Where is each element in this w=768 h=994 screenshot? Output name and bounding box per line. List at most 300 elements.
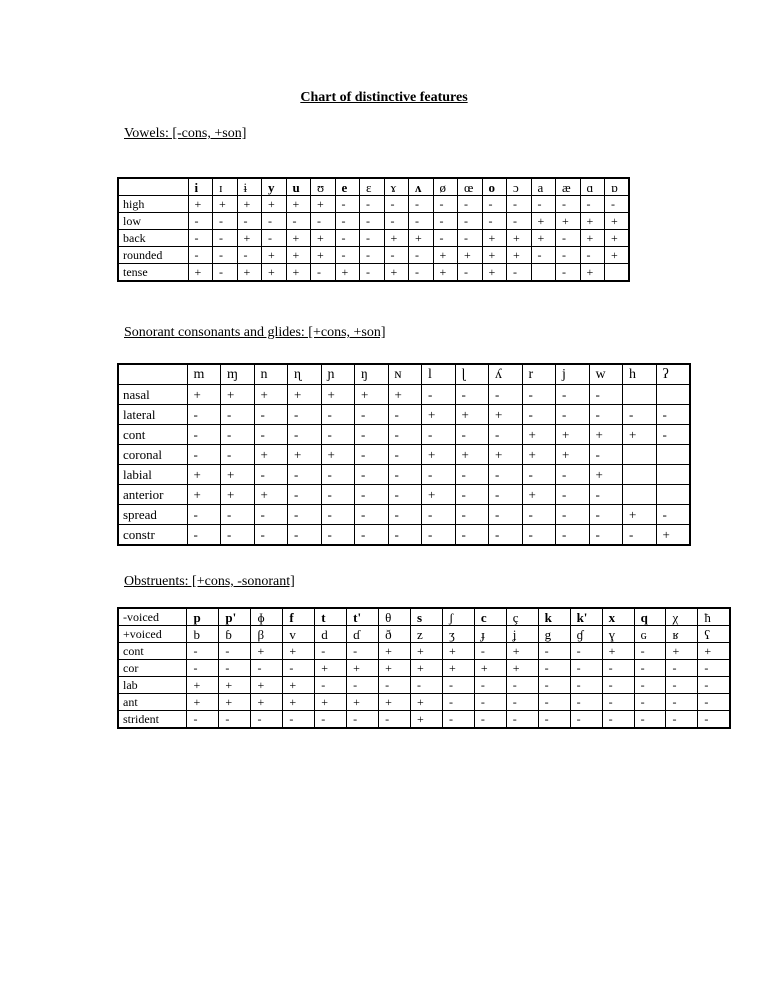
feature-value-cell: + xyxy=(321,385,355,405)
feature-label-cell: lateral xyxy=(118,405,187,425)
segment-header-cell: ɓ xyxy=(219,626,251,643)
segment-header-cell: ɸ xyxy=(251,608,283,626)
feature-value-cell: + xyxy=(422,485,456,505)
segment-header-cell: ɠ xyxy=(570,626,602,643)
feature-label-cell: rounded xyxy=(118,247,188,264)
feature-value-cell: - xyxy=(522,505,556,525)
segment-header-cell: ʝ xyxy=(506,626,538,643)
feature-value-cell: - xyxy=(384,247,409,264)
feature-value-cell: - xyxy=(347,711,379,729)
feature-value-cell: - xyxy=(474,711,506,729)
feature-value-cell: - xyxy=(698,711,730,729)
feature-value-cell: - xyxy=(570,711,602,729)
feature-value-cell: - xyxy=(347,643,379,660)
segment-header-cell: ɑ xyxy=(580,178,605,196)
feature-value-cell: - xyxy=(602,694,634,711)
feature-value-cell: - xyxy=(538,694,570,711)
feature-value-cell: - xyxy=(384,213,409,230)
feature-value-cell: + xyxy=(187,465,221,485)
feature-value-cell: - xyxy=(388,485,422,505)
feature-value-cell: + xyxy=(187,694,219,711)
feature-value-cell: + xyxy=(187,385,221,405)
header-row xyxy=(118,608,730,626)
segment-header-cell: ð xyxy=(379,626,411,643)
feature-value-cell: + xyxy=(347,694,379,711)
feature-value-cell: + xyxy=(251,677,283,694)
segment-header-cell: β xyxy=(251,626,283,643)
feature-value-cell: - xyxy=(251,711,283,729)
segment-header-cell: ɢ xyxy=(634,626,666,643)
feature-value-cell: - xyxy=(315,711,347,729)
segment-header-cell: ɣ xyxy=(602,626,634,643)
feature-value-cell: - xyxy=(556,405,590,425)
feature-value-cell: - xyxy=(360,247,385,264)
feature-value-cell: + xyxy=(442,643,474,660)
feature-value-cell: + xyxy=(482,230,507,247)
segment-header-cell: x xyxy=(602,608,634,626)
feature-value-cell: - xyxy=(623,405,657,425)
feature-value-cell: - xyxy=(187,445,221,465)
feature-value-cell: - xyxy=(219,660,251,677)
feature-value-cell: - xyxy=(556,505,590,525)
feature-value-cell: + xyxy=(489,445,523,465)
segment-header-cell: z xyxy=(411,626,443,643)
segment-header-cell: p xyxy=(187,608,219,626)
feature-value-cell: + xyxy=(187,485,221,505)
feature-label-cell: cont xyxy=(118,425,187,445)
feature-row xyxy=(118,643,730,660)
feature-value-cell: - xyxy=(188,213,213,230)
feature-value-cell: - xyxy=(556,525,590,546)
segment-header-cell: ʎ xyxy=(489,364,523,385)
feature-value-cell: + xyxy=(187,677,219,694)
header-label-cell: -voiced xyxy=(118,608,187,626)
feature-value-cell: - xyxy=(455,505,489,525)
feature-value-cell: - xyxy=(360,230,385,247)
feature-value-cell: + xyxy=(605,213,630,230)
feature-value-cell: - xyxy=(474,677,506,694)
segment-header-cell: g xyxy=(538,626,570,643)
feature-value-cell: - xyxy=(355,505,389,525)
feature-value-cell: - xyxy=(538,660,570,677)
segment-header-cell: v xyxy=(283,626,315,643)
feature-value-cell: - xyxy=(589,385,623,405)
segment-header-cell: h xyxy=(623,364,657,385)
segment-header-cell: ɔ xyxy=(507,178,532,196)
feature-value-cell: + xyxy=(283,643,315,660)
feature-value-cell: - xyxy=(335,247,360,264)
feature-value-cell: + xyxy=(455,405,489,425)
feature-value-cell: - xyxy=(221,505,255,525)
feature-value-cell: - xyxy=(355,425,389,445)
segment-header-cell: œ xyxy=(458,178,483,196)
feature-value-cell: - xyxy=(589,405,623,425)
feature-value-cell: + xyxy=(288,385,322,405)
feature-value-cell: + xyxy=(474,660,506,677)
feature-value-cell: - xyxy=(288,505,322,525)
feature-value-cell: + xyxy=(254,385,288,405)
feature-value-cell: - xyxy=(288,525,322,546)
feature-value-cell: - xyxy=(388,505,422,525)
feature-value-cell: + xyxy=(335,264,360,282)
feature-value-cell: - xyxy=(388,525,422,546)
segment-header-cell: p' xyxy=(219,608,251,626)
feature-value-cell: + xyxy=(589,425,623,445)
feature-value-cell: - xyxy=(602,660,634,677)
feature-value-cell: - xyxy=(489,525,523,546)
feature-value-cell: - xyxy=(433,196,458,213)
feature-value-cell: - xyxy=(409,196,434,213)
feature-value-cell: + xyxy=(388,385,422,405)
feature-value-cell: + xyxy=(698,643,730,660)
feature-value-cell: - xyxy=(482,196,507,213)
segment-header-cell: y xyxy=(262,178,287,196)
feature-value-cell: - xyxy=(666,660,698,677)
feature-value-cell: + xyxy=(458,247,483,264)
segment-header-cell: a xyxy=(531,178,556,196)
segment-header-cell: ɟ xyxy=(474,626,506,643)
segment-header-cell: ø xyxy=(433,178,458,196)
feature-value-cell: + xyxy=(580,230,605,247)
feature-label-cell: labial xyxy=(118,465,187,485)
feature-value-cell: + xyxy=(522,445,556,465)
feature-value-cell: - xyxy=(213,264,238,282)
feature-value-cell: - xyxy=(321,485,355,505)
feature-value-cell: - xyxy=(433,213,458,230)
segment-header-cell: æ xyxy=(556,178,581,196)
feature-label-cell: cont xyxy=(118,643,187,660)
segment-header-cell: ʊ xyxy=(311,178,336,196)
feature-value-cell: - xyxy=(522,385,556,405)
header-label-cell: +voiced xyxy=(118,626,187,643)
segment-header-cell: ħ xyxy=(698,608,730,626)
feature-value-cell: - xyxy=(556,230,581,247)
feature-value-cell: + xyxy=(433,264,458,282)
feature-row xyxy=(118,694,730,711)
feature-value-cell: - xyxy=(187,643,219,660)
feature-value-cell: + xyxy=(286,264,311,282)
feature-value-cell: + xyxy=(286,247,311,264)
feature-value-cell: - xyxy=(188,247,213,264)
feature-value-cell: - xyxy=(474,643,506,660)
feature-value-cell: - xyxy=(315,677,347,694)
feature-value-cell: - xyxy=(409,247,434,264)
feature-value-cell: + xyxy=(455,445,489,465)
feature-value-cell: + xyxy=(656,525,690,546)
feature-label-cell: high xyxy=(118,196,188,213)
feature-value-cell: + xyxy=(580,213,605,230)
feature-label-cell: low xyxy=(118,213,188,230)
feature-value-cell: + xyxy=(605,247,630,264)
feature-value-cell: + xyxy=(556,213,581,230)
feature-value-cell: - xyxy=(433,230,458,247)
feature-value-cell: - xyxy=(458,196,483,213)
feature-value-cell: - xyxy=(321,525,355,546)
segment-header-cell: ʒ xyxy=(442,626,474,643)
feature-value-cell: + xyxy=(251,643,283,660)
feature-value-cell: - xyxy=(254,465,288,485)
feature-value-cell: - xyxy=(489,485,523,505)
feature-value-cell: - xyxy=(489,425,523,445)
header-row xyxy=(118,626,730,643)
segment-header-cell: ʌ xyxy=(409,178,434,196)
feature-value-cell: + xyxy=(482,247,507,264)
feature-value-cell: + xyxy=(283,677,315,694)
feature-value-cell: + xyxy=(379,660,411,677)
feature-value-cell: + xyxy=(556,425,590,445)
feature-value-cell: - xyxy=(221,445,255,465)
feature-value-cell: + xyxy=(286,230,311,247)
feature-value-cell: - xyxy=(422,425,456,445)
feature-value-cell: + xyxy=(506,643,538,660)
feature-value-cell: + xyxy=(251,694,283,711)
segment-header-cell: ŋ xyxy=(355,364,389,385)
feature-value-cell: - xyxy=(219,643,251,660)
segment-header-cell: ɪ xyxy=(213,178,238,196)
feature-value-cell: + xyxy=(213,196,238,213)
feature-value-cell: - xyxy=(556,485,590,505)
segment-header-cell: ʁ xyxy=(666,626,698,643)
feature-value-cell: - xyxy=(506,694,538,711)
feature-value-cell: + xyxy=(623,425,657,445)
segment-header-cell: θ xyxy=(379,608,411,626)
feature-value-cell: + xyxy=(283,694,315,711)
feature-value-cell: + xyxy=(219,677,251,694)
feature-value-cell: + xyxy=(254,445,288,465)
feature-value-cell: - xyxy=(489,465,523,485)
feature-value-cell: - xyxy=(507,264,532,282)
feature-value-cell: + xyxy=(221,485,255,505)
feature-value-cell: - xyxy=(221,525,255,546)
segment-header-cell: ɒ xyxy=(605,178,630,196)
feature-value-cell: + xyxy=(507,247,532,264)
feature-value-cell: - xyxy=(355,445,389,465)
feature-value-cell: - xyxy=(489,505,523,525)
feature-value-cell: + xyxy=(589,465,623,485)
feature-value-cell: - xyxy=(422,505,456,525)
feature-value-cell: - xyxy=(188,230,213,247)
page-title: Chart of distinctive features xyxy=(300,90,468,105)
feature-value-cell: - xyxy=(589,505,623,525)
segment-header-cell: j xyxy=(556,364,590,385)
feature-value-cell: - xyxy=(355,465,389,485)
feature-value-cell: - xyxy=(360,213,385,230)
feature-value-cell: - xyxy=(474,694,506,711)
feature-value-cell: - xyxy=(531,247,556,264)
feature-value-cell: - xyxy=(335,196,360,213)
segment-header-cell: ɴ xyxy=(388,364,422,385)
feature-value-cell: - xyxy=(311,264,336,282)
feature-value-cell: - xyxy=(288,465,322,485)
feature-value-cell: - xyxy=(634,660,666,677)
feature-value-cell: - xyxy=(634,643,666,660)
feature-value-cell: - xyxy=(589,445,623,465)
feature-value-cell: - xyxy=(254,405,288,425)
feature-value-cell: + xyxy=(188,264,213,282)
segment-header-cell: u xyxy=(286,178,311,196)
segment-header-cell: ɨ xyxy=(237,178,262,196)
feature-value-cell: - xyxy=(458,264,483,282)
feature-value-cell: + xyxy=(311,230,336,247)
segment-header-cell: ɗ xyxy=(347,626,379,643)
segment-header-cell: ɲ xyxy=(321,364,355,385)
feature-value-cell: + xyxy=(507,230,532,247)
feature-value-cell: + xyxy=(379,694,411,711)
feature-value-cell: - xyxy=(251,660,283,677)
segment-header-cell: s xyxy=(411,608,443,626)
feature-value-cell: + xyxy=(237,230,262,247)
feature-value-cell: - xyxy=(288,425,322,445)
segment-header-cell: b xyxy=(187,626,219,643)
feature-value-cell: - xyxy=(237,213,262,230)
feature-value-cell: - xyxy=(315,643,347,660)
feature-value-cell: + xyxy=(355,385,389,405)
feature-value-cell: - xyxy=(580,196,605,213)
feature-value-cell: + xyxy=(422,405,456,425)
feature-value-cell: - xyxy=(411,677,443,694)
feature-value-cell: - xyxy=(656,425,690,445)
feature-value-cell: - xyxy=(656,405,690,425)
feature-value-cell: - xyxy=(422,385,456,405)
feature-label-cell: anterior xyxy=(118,485,187,505)
feature-value-cell: + xyxy=(262,247,287,264)
feature-value-cell: - xyxy=(379,677,411,694)
feature-row xyxy=(118,711,730,729)
feature-value-cell: + xyxy=(219,694,251,711)
feature-value-cell: - xyxy=(666,711,698,729)
segment-header-cell: l xyxy=(422,364,456,385)
segment-header-cell: e xyxy=(335,178,360,196)
feature-value-cell: - xyxy=(254,525,288,546)
feature-row xyxy=(118,677,730,694)
feature-value-cell: + xyxy=(315,660,347,677)
feature-value-cell: - xyxy=(335,230,360,247)
feature-value-cell: - xyxy=(455,385,489,405)
feature-value-cell: + xyxy=(254,485,288,505)
feature-value-cell: - xyxy=(458,213,483,230)
feature-value-cell: + xyxy=(347,660,379,677)
feature-value-cell: + xyxy=(411,643,443,660)
feature-value-cell: - xyxy=(442,694,474,711)
feature-value-cell: - xyxy=(355,485,389,505)
feature-label-cell: coronal xyxy=(118,445,187,465)
feature-value-cell: - xyxy=(321,425,355,445)
feature-label-cell: spread xyxy=(118,505,187,525)
feature-value-cell: + xyxy=(221,385,255,405)
feature-value-cell: - xyxy=(221,425,255,445)
feature-label-cell: back xyxy=(118,230,188,247)
feature-value-cell: - xyxy=(379,711,411,729)
feature-value-cell: - xyxy=(360,264,385,282)
feature-value-cell: - xyxy=(605,196,630,213)
obstruents-heading: Obstruents: [+cons, -sonorant] xyxy=(124,574,295,589)
segment-header-cell: q xyxy=(634,608,666,626)
feature-value-cell: + xyxy=(237,264,262,282)
feature-value-cell: - xyxy=(254,425,288,445)
segment-header-cell: ç xyxy=(506,608,538,626)
feature-value-cell: - xyxy=(522,465,556,485)
feature-value-cell: - xyxy=(455,485,489,505)
feature-value-cell: - xyxy=(409,213,434,230)
segment-header-cell: ʃ xyxy=(442,608,474,626)
feature-value-cell: - xyxy=(283,660,315,677)
segment-header-cell: ɤ xyxy=(384,178,409,196)
feature-value-cell: + xyxy=(482,264,507,282)
feature-value-cell: + xyxy=(489,405,523,425)
feature-value-cell: - xyxy=(360,196,385,213)
feature-value-cell: + xyxy=(286,196,311,213)
feature-value-cell: - xyxy=(556,196,581,213)
feature-value-cell: + xyxy=(411,711,443,729)
feature-value-cell: - xyxy=(489,385,523,405)
feature-value-cell: - xyxy=(355,405,389,425)
feature-value-cell: - xyxy=(538,643,570,660)
feature-value-cell: - xyxy=(522,405,556,425)
obstruents-table xyxy=(117,607,731,729)
feature-value-cell: - xyxy=(666,677,698,694)
feature-value-cell: + xyxy=(580,264,605,282)
segment-header-cell: ɛ xyxy=(360,178,385,196)
feature-value-cell: - xyxy=(262,230,287,247)
feature-value-cell: - xyxy=(221,405,255,425)
feature-label-cell: constr xyxy=(118,525,187,546)
feature-value-cell: - xyxy=(589,525,623,546)
feature-value-cell: - xyxy=(556,465,590,485)
feature-value-cell: - xyxy=(602,677,634,694)
feature-value-cell: + xyxy=(288,445,322,465)
feature-value-cell: - xyxy=(634,711,666,729)
feature-value-cell: + xyxy=(506,660,538,677)
segment-header-cell: m xyxy=(187,364,221,385)
feature-value-cell: + xyxy=(262,196,287,213)
feature-value-cell: - xyxy=(506,711,538,729)
feature-value-cell: + xyxy=(531,213,556,230)
feature-value-cell: + xyxy=(311,247,336,264)
feature-value-cell: + xyxy=(522,485,556,505)
feature-label-cell: ant xyxy=(118,694,187,711)
feature-value-cell: - xyxy=(455,425,489,445)
feature-value-cell: - xyxy=(666,694,698,711)
segment-header-cell: r xyxy=(522,364,556,385)
feature-value-cell: - xyxy=(286,213,311,230)
feature-value-cell: - xyxy=(388,445,422,465)
feature-value-cell: - xyxy=(442,711,474,729)
segment-header-cell: t' xyxy=(347,608,379,626)
feature-value-cell: - xyxy=(698,660,730,677)
feature-value-cell: - xyxy=(580,247,605,264)
segment-header-cell: ɳ xyxy=(288,364,322,385)
feature-value-cell: - xyxy=(623,525,657,546)
feature-value-cell: - xyxy=(384,196,409,213)
feature-value-cell: - xyxy=(698,677,730,694)
feature-value-cell: + xyxy=(237,196,262,213)
feature-value-cell: - xyxy=(388,425,422,445)
vowels-heading: Vowels: [-cons, +son] xyxy=(124,126,247,141)
feature-value-cell: + xyxy=(409,230,434,247)
feature-value-cell: - xyxy=(656,505,690,525)
feature-value-cell: - xyxy=(506,677,538,694)
feature-value-cell: - xyxy=(187,525,221,546)
feature-value-cell: - xyxy=(321,405,355,425)
feature-value-cell: + xyxy=(522,425,556,445)
feature-value-cell: + xyxy=(433,247,458,264)
feature-value-cell: - xyxy=(570,643,602,660)
feature-value-cell: - xyxy=(458,230,483,247)
segment-header-cell: k xyxy=(538,608,570,626)
feature-value-cell: - xyxy=(422,525,456,546)
feature-value-cell: + xyxy=(666,643,698,660)
feature-value-cell: + xyxy=(384,230,409,247)
